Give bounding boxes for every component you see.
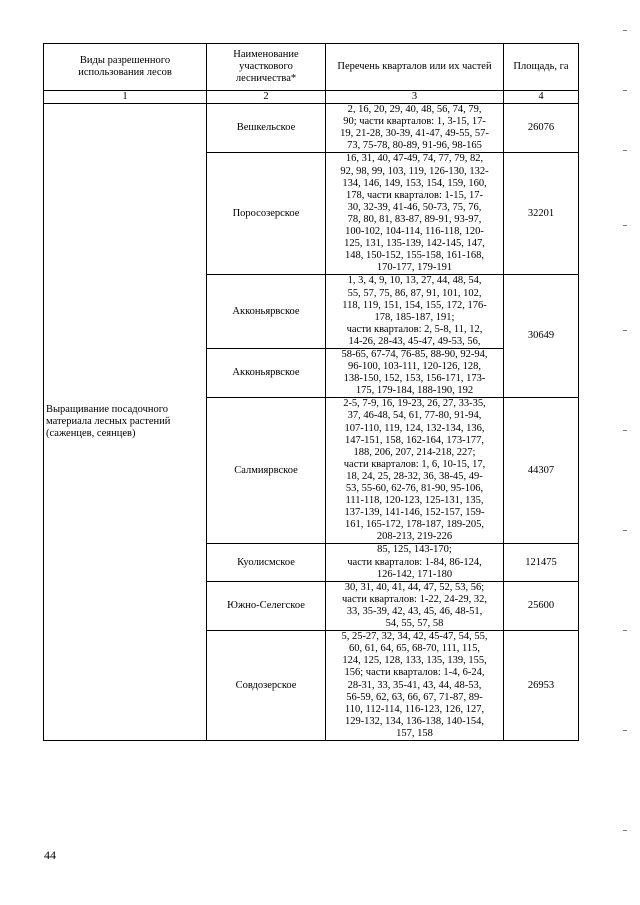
quarters-line: 90; части кварталов: 1, 3-15, 17-: [343, 116, 486, 128]
area-value: 121475: [504, 544, 579, 581]
quarters-line: 137-139, 141-146, 152-157, 159-: [344, 507, 485, 519]
quarters-list: [326, 348, 504, 397]
district-name: Куолисмское: [207, 544, 326, 581]
scan-edge-mark: [623, 30, 627, 31]
page-number: 44: [44, 848, 56, 862]
quarters-line: 16, 31, 40, 47-49, 74, 77, 79, 82,: [345, 153, 484, 165]
quarters-line: 138-150, 152, 153, 156-171, 173-: [343, 373, 486, 385]
quarters-line: 53, 55-60, 62-76, 81-90, 95-106,: [345, 483, 484, 494]
area-value: 30649: [504, 275, 579, 398]
quarters-line: 110, 112-114, 116-123, 126, 127,: [344, 703, 485, 715]
district-name: Поросозерское: [207, 153, 326, 275]
quarters-line: 178, 185-187, 191;: [374, 311, 455, 323]
quarters-line: 107-110, 119, 124, 132-134, 136,: [344, 422, 485, 434]
quarters-list: [326, 581, 504, 630]
scan-edge-mark: [623, 90, 627, 91]
quarters-line: 78, 80, 81, 83-87, 89-91, 93-97,: [347, 213, 482, 225]
quarters-line: 161, 165-172, 178-187, 189-205,: [344, 519, 485, 531]
scan-edge-mark: [623, 330, 627, 331]
quarters-line: 85, 125, 143-170;: [377, 544, 452, 556]
quarters-line: 2-5, 7-9, 16, 19-23, 26, 27, 33-35,: [343, 398, 486, 410]
quarters-line: 60, 61, 64, 65, 68-70, 111, 115,: [349, 643, 480, 655]
quarters-line: 178, части кварталов: 1-15, 17-: [345, 189, 484, 201]
quarters-line: 124, 125, 128, 133, 135, 139, 155,: [342, 655, 487, 667]
quarters-line: 100-102, 104-114, 116-118, 120-: [345, 226, 484, 238]
quarters-list: [326, 544, 504, 581]
header-quarters: Перечень кварталов или их частей: [326, 44, 504, 91]
quarters-line: 129-132, 134, 136-138, 140-154,: [344, 715, 485, 727]
quarters-line: 175, 179-184, 188-190, 192: [355, 385, 474, 397]
scan-edge-mark: [623, 630, 627, 631]
district-name: Акконьярвское: [207, 275, 326, 349]
column-number: 2: [207, 91, 326, 104]
header-district: Наименование участкового лесничества*: [207, 44, 326, 91]
scan-edge-mark: [623, 430, 627, 431]
quarters-line: части кварталов: 1, 6, 10-15, 17,: [343, 458, 486, 470]
quarters-line: 134, 146, 149, 153, 154, 159, 160,: [342, 177, 487, 189]
quarters-line: 156; части кварталов: 1-4, 6-24,: [344, 667, 485, 679]
quarters-line: 188, 206, 207, 214-218, 227;: [353, 446, 476, 458]
scan-edge-mark: [623, 730, 627, 731]
quarters-line: 157, 158: [396, 727, 433, 739]
header-row: [44, 44, 579, 91]
quarters-line: 30, 32-39, 41-46, 50-73, 75, 76,: [347, 201, 482, 213]
district-name: Совдозерское: [207, 631, 326, 741]
quarters-line: 58-65, 67-74, 76-85, 88-90, 92-94,: [341, 348, 488, 360]
header-area: Площадь, га: [504, 44, 579, 91]
quarters-line: 1, 3, 4, 9, 10, 13, 27, 44, 48, 54,: [347, 275, 482, 287]
quarters-line: 125, 131, 135-139, 142-145, 147,: [344, 238, 485, 250]
quarters-line: 111-118, 120-123, 125-131, 135,: [345, 495, 484, 507]
quarters-line: 55, 57, 75, 86, 87, 91, 101, 102,: [347, 287, 482, 299]
quarters-line: 92, 98, 99, 103, 119, 126-130, 132-: [340, 165, 489, 177]
quarters-list: [326, 398, 504, 544]
district-name: Акконьярвское: [207, 348, 326, 397]
quarters-list: [326, 275, 504, 349]
area-value: 26076: [504, 104, 579, 153]
district-name: Салмиярвское: [207, 398, 326, 544]
quarters-line: части кварталов: 2, 5-8, 11, 12,: [346, 323, 483, 335]
quarters-line: 33, 35-39, 42, 43, 45, 46, 48-51,: [346, 605, 483, 617]
quarters-line: 30, 31, 40, 41, 44, 47, 52, 53, 56;: [344, 581, 485, 593]
quarters-line: 148, 150-152, 155-158, 161-168,: [344, 250, 485, 262]
quarters-line: 28-31, 33, 35-41, 43, 44, 48-53,: [347, 679, 482, 691]
forest-use-table: [43, 43, 579, 741]
quarters-line: 14-26, 28-43, 45-47, 49-53, 56,: [348, 335, 481, 347]
scan-edge-mark: [623, 530, 627, 531]
header-use-type: Виды разрешенного использования лесов: [44, 44, 207, 91]
quarters-line: 37, 46-48, 54, 61, 77-80, 91-94,: [347, 410, 482, 422]
column-number: 1: [44, 91, 207, 104]
quarters-line: 2, 16, 20, 29, 40, 48, 56, 74, 79,: [347, 104, 482, 116]
quarters-line: 208-213, 219-226: [376, 531, 453, 543]
quarters-list: [326, 631, 504, 741]
column-number-row: [44, 91, 579, 104]
area-value: 32201: [504, 153, 579, 275]
column-number: 3: [326, 91, 504, 104]
area-value: 44307: [504, 398, 579, 544]
quarters-line: 18, 24, 25, 28-32, 36, 38-45, 49-: [346, 470, 483, 482]
quarters-line: части кварталов: 1-22, 24-29, 32,: [342, 593, 487, 605]
quarters-line: 170-177, 179-191: [376, 262, 453, 274]
district-name: Вешкельское: [207, 104, 326, 153]
quarters-line: 147-151, 158, 162-164, 173-177,: [344, 434, 485, 446]
use-type-cell: Выращивание посадочного материала лесных растений (саженцев, сеянцев): [44, 104, 207, 741]
quarters-line: 126-142, 171-180: [376, 568, 453, 580]
quarters-line: 19, 21-28, 30-39, 41-47, 49-55, 57-: [340, 128, 489, 140]
area-value: 26953: [504, 631, 579, 741]
quarters-line: части кварталов: 1-84, 86-124,: [347, 556, 482, 568]
quarters-line: 54, 55, 57, 58: [385, 618, 444, 630]
quarters-list: [326, 153, 504, 275]
quarters-line: 118, 119, 151, 154, 155, 172, 176-: [342, 299, 487, 311]
scan-edge-mark: [623, 830, 627, 831]
quarters-line: 73, 75-78, 80-89, 91-96, 98-165: [347, 140, 482, 152]
column-number: 4: [504, 91, 579, 104]
area-value: 25600: [504, 581, 579, 630]
quarters-list: [326, 104, 504, 153]
table-row: [44, 104, 579, 153]
quarters-line: 96-100, 103-111, 120-126, 128,: [347, 361, 482, 373]
quarters-line: 56-59, 62, 63, 66, 67, 71-87, 89-: [346, 691, 483, 703]
scan-edge-mark: [623, 150, 627, 151]
scan-edge-mark: [623, 225, 627, 226]
quarters-line: 5, 25-27, 32, 34, 42, 45-47, 54, 55,: [341, 631, 488, 643]
district-name: Южно-Селегское: [207, 581, 326, 630]
